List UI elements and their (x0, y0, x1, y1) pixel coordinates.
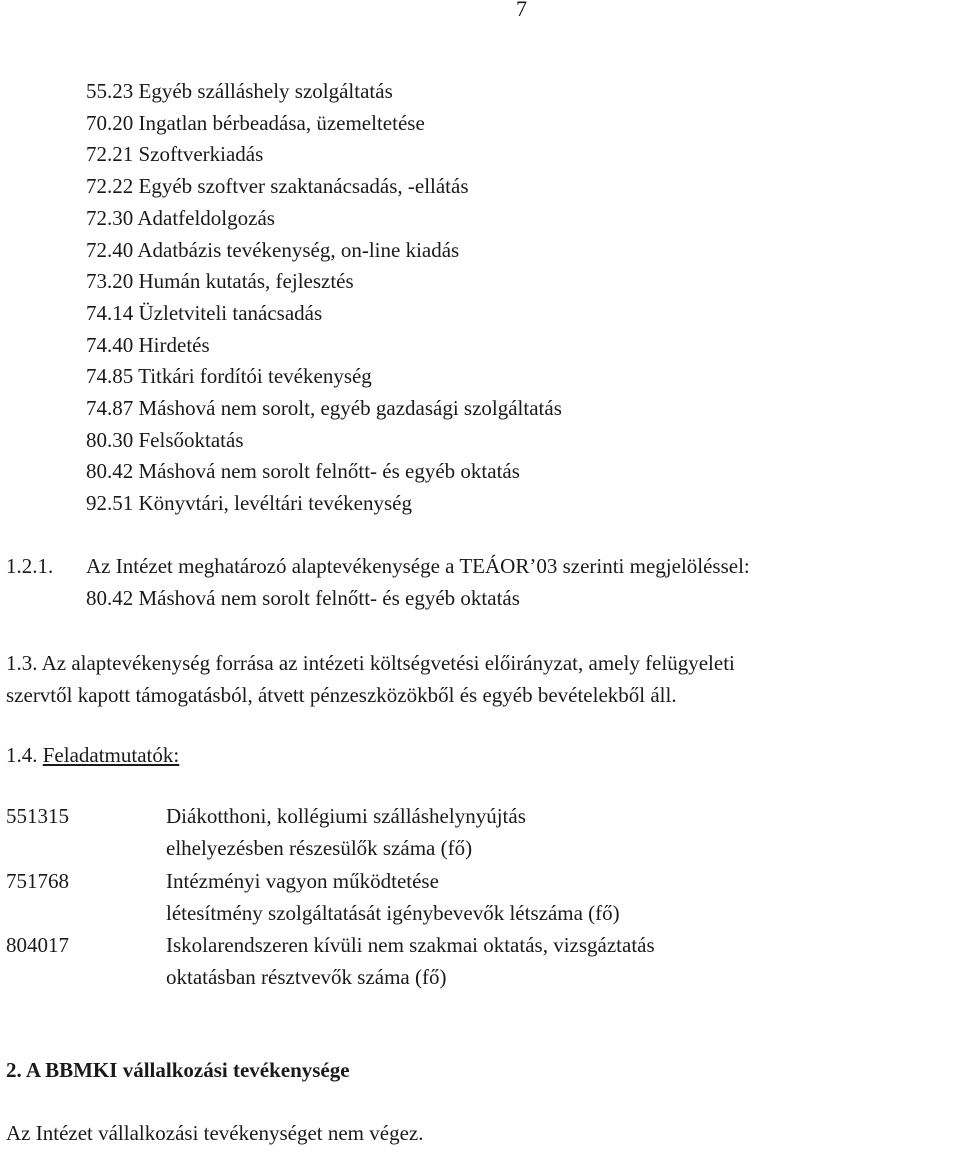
indicator-name: Iskolarendszeren kívüli nem szakmai oktatás, vizsgáztatás (166, 933, 655, 958)
indicator-row (6, 832, 655, 864)
list-item: 74.40 Hirdetés (86, 332, 210, 357)
section-2-text: Az Intézet vállalkozási tevékenységet nem végez. (6, 1121, 424, 1145)
indicator-measure: létesítmény szolgáltatását igénybevevők létszáma (fő) (166, 900, 620, 925)
list-item: 55.23 Egyéb szálláshely szolgáltatás (86, 79, 393, 103)
section-1-2-1 (6, 551, 750, 614)
indicator-name: Intézményi vagyon működtetése (166, 868, 439, 893)
indicator-row (6, 897, 655, 929)
section-1-3 (6, 648, 735, 711)
list-item: 72.40 Adatbázis tevékenység, on-line kiadás (86, 237, 460, 262)
list-item: 70.20 Ingatlan bérbeadása, üzemeltetése (86, 110, 425, 135)
indicator-name: Diákotthoni, kollégiumi szálláshelynyújtás (166, 804, 526, 828)
section-2-heading: 2. A BBMKI vállalkozási tevékenysége (6, 1058, 350, 1082)
list-item: 74.87 Máshová nem sorolt, egyéb gazdasági szolgáltatás (86, 396, 562, 421)
indicator-row (6, 929, 655, 961)
indicator-list (6, 800, 655, 994)
list-item: 80.30 Felsőoktatás (86, 427, 244, 452)
section-text: Az Intézet meghatározó alaptevékenysége a TEÁOR’03 szerinti megjelöléssel: (86, 554, 750, 578)
list-item: 74.14 Üzletviteli tanácsadás (86, 300, 323, 325)
list-item: 72.22 Egyéb szoftver szaktanácsadás, -ellátás (86, 174, 469, 199)
section-number: 1.4. (6, 743, 38, 767)
activity-list (86, 76, 562, 520)
list-item: 73.20 Humán kutatás, fejlesztés (86, 269, 354, 294)
indicator-measure: elhelyezésben részesülők száma (fő) (166, 836, 473, 861)
section-text: 1.3. Az alaptevékenység forrása az intézeti költségvetési előirányzat, amely felügyeleti (6, 651, 735, 675)
list-item: 72.30 Adatfeldolgozás (86, 205, 275, 230)
section-number: 1.2.1. (6, 554, 54, 578)
list-item: 74.85 Titkári fordítói tevékenység (86, 364, 372, 389)
indicator-code: 551315 (6, 804, 69, 828)
list-item: 72.21 Szoftverkiadás (86, 142, 264, 167)
indicator-code: 804017 (6, 933, 69, 958)
indicator-row (6, 865, 655, 897)
section-1-4 (6, 743, 179, 768)
page-number: 7 (516, 0, 527, 21)
list-item: 92.51 Könyvtári, levéltári tevékenység (86, 491, 412, 516)
list-item: 80.42 Máshová nem sorolt felnőtt- és egyéb oktatás (86, 459, 520, 484)
indicator-measure: oktatásban résztvevők száma (fő) (166, 965, 447, 990)
indicator-row (6, 800, 655, 832)
main-activity: 80.42 Máshová nem sorolt felnőtt- és egyéb oktatás (86, 585, 520, 610)
indicator-row (6, 961, 655, 993)
section-text: szervtől kapott támogatásból, átvett pénzeszközökből és egyéb bevételekből áll. (6, 682, 677, 707)
section-title: Feladatmutatók: (42, 743, 180, 767)
indicator-code: 751768 (6, 868, 69, 893)
